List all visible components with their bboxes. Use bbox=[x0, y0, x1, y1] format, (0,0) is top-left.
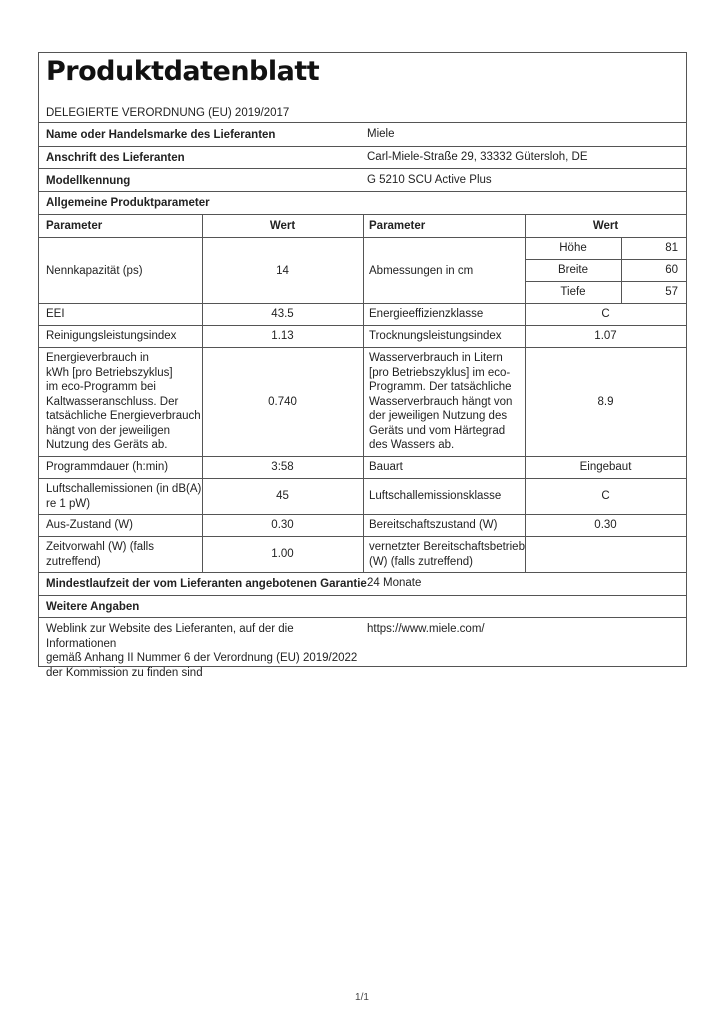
supplier-name-label: Name oder Handelsmarke des Lieferanten bbox=[46, 129, 276, 141]
design-type-label: Bauart bbox=[369, 461, 403, 473]
capacity-label: Nennkapazität (ps) bbox=[46, 265, 143, 277]
energy-label-line: hängt von der jeweiligen bbox=[46, 424, 171, 437]
column-divider bbox=[621, 237, 622, 303]
water-label-line: Geräts und vom Härtegrad bbox=[369, 424, 506, 437]
column-header-parameter-2: Parameter bbox=[369, 220, 426, 232]
height-value: 81 bbox=[665, 242, 678, 254]
height-label: Höhe bbox=[559, 242, 587, 254]
dimensions-label: Abmessungen in cm bbox=[369, 265, 474, 277]
noise-class-label: Luftschallemissionsklasse bbox=[369, 490, 502, 502]
page-title: Produktdatenblatt bbox=[46, 56, 320, 87]
divider bbox=[39, 191, 686, 192]
cleaning-index-label: Reinigungsleistungsindex bbox=[46, 330, 177, 342]
weblink-label-line: gemäß Anhang II Nummer 6 der Verordnung (EU) 2019/2022 bbox=[46, 652, 358, 664]
regulation-text: DELEGIERTE VERORDNUNG (EU) 2019/2017 bbox=[46, 107, 290, 119]
noise-label-line: Luftschallemissionen (in dB(A) bbox=[46, 483, 202, 495]
cleaning-index-value: 1.13 bbox=[271, 330, 294, 342]
supplier-address-label: Anschrift des Lieferanten bbox=[46, 152, 185, 164]
column-divider bbox=[363, 214, 364, 572]
column-divider bbox=[202, 214, 203, 572]
networked-label-line: vernetzter Bereitschaftsbetrieb bbox=[369, 541, 525, 553]
energy-label-line: tatsächliche Energieverbrauch bbox=[46, 410, 201, 422]
divider bbox=[39, 595, 686, 596]
noise-label-line: re 1 pW) bbox=[46, 497, 91, 510]
page-number: 1/1 bbox=[355, 992, 369, 1003]
program-duration-label: Programmdauer (h:min) bbox=[46, 461, 169, 473]
divider bbox=[39, 168, 686, 169]
column-header-value: Wert bbox=[269, 220, 296, 232]
energy-label-line: kWh [pro Betriebszyklus] bbox=[46, 366, 173, 379]
drying-index-label: Trocknungsleistungsindex bbox=[369, 330, 502, 342]
product-data-sheet bbox=[38, 52, 687, 679]
energy-label-line: Kaltwasseranschluss. Der bbox=[46, 395, 179, 408]
column-divider bbox=[525, 214, 526, 572]
weblink-label-line: der Kommission zu finden sind bbox=[46, 666, 203, 679]
noise-class-value: C bbox=[601, 490, 610, 502]
delay-label-line: zutreffend) bbox=[46, 555, 101, 568]
noise-emission-label bbox=[46, 482, 202, 511]
program-duration-value: 3:58 bbox=[271, 461, 294, 473]
divider bbox=[39, 146, 686, 147]
width-label: Breite bbox=[557, 264, 589, 276]
design-type-value: Eingebaut bbox=[579, 461, 632, 473]
eei-label: EEI bbox=[46, 308, 65, 320]
water-consumption-label bbox=[369, 351, 525, 453]
energy-label-line: Nutzung des Geräts ab. bbox=[46, 439, 168, 451]
networked-standby-label bbox=[369, 540, 525, 569]
column-header-value-2: Wert bbox=[592, 220, 619, 232]
water-consumption-value: 8.9 bbox=[597, 396, 614, 408]
water-label-line: des Wassers ab. bbox=[369, 439, 455, 451]
further-info-header: Weitere Angaben bbox=[46, 601, 140, 613]
off-mode-value: 0.30 bbox=[271, 519, 294, 531]
standby-label: Bereitschaftszustand (W) bbox=[369, 519, 498, 531]
water-label-line: Programm. Der tatsächliche bbox=[369, 381, 512, 393]
delay-start-label bbox=[46, 540, 202, 569]
standby-value: 0.30 bbox=[594, 519, 617, 531]
energy-label-line: im eco-Programm bei bbox=[46, 381, 156, 393]
networked-label-line: (W) (falls zutreffend) bbox=[369, 555, 473, 568]
model-value: G 5210 SCU Active Plus bbox=[367, 174, 492, 186]
warranty-label: Mindestlaufzeit der vom Lieferanten angebotenen Garantie bbox=[46, 578, 367, 590]
energy-consumption-value: 0.740 bbox=[268, 396, 297, 408]
eei-value: 43.5 bbox=[271, 308, 294, 320]
divider bbox=[525, 281, 686, 282]
weblink-value[interactable]: https://www.miele.com/ bbox=[367, 623, 485, 635]
divider bbox=[39, 617, 686, 618]
weblink-label-line: Weblink zur Website des Lieferanten, auf der die Informationen bbox=[46, 623, 294, 650]
delay-start-value: 1.00 bbox=[271, 548, 294, 560]
capacity-value: 14 bbox=[276, 265, 289, 277]
divider bbox=[525, 259, 686, 260]
noise-emission-value: 45 bbox=[276, 490, 289, 502]
off-mode-label: Aus-Zustand (W) bbox=[46, 519, 133, 531]
model-label: Modellkennung bbox=[46, 175, 131, 187]
supplier-name-value: Miele bbox=[367, 128, 395, 140]
depth-value: 57 bbox=[665, 286, 678, 298]
water-label-line: der jeweiligen Nutzung des bbox=[369, 410, 508, 422]
energy-label-line: Energieverbrauch in bbox=[46, 352, 149, 364]
water-label-line: Wasserverbrauch hängt von bbox=[369, 395, 513, 408]
energy-consumption-label bbox=[46, 351, 202, 453]
depth-label: Tiefe bbox=[560, 286, 586, 298]
energy-class-label: Energieeffizienzklasse bbox=[369, 308, 484, 320]
water-label-line: [pro Betriebszyklus] im eco- bbox=[369, 366, 511, 379]
drying-index-value: 1.07 bbox=[594, 330, 617, 342]
warranty-value: 24 Monate bbox=[367, 577, 422, 589]
water-label-line: Wasserverbrauch in Litern bbox=[369, 352, 503, 364]
width-value: 60 bbox=[665, 264, 678, 276]
weblink-label bbox=[46, 622, 366, 680]
divider bbox=[39, 572, 686, 573]
divider bbox=[39, 122, 686, 123]
general-parameters-header: Allgemeine Produktparameter bbox=[46, 197, 210, 209]
delay-label-line: Zeitvorwahl (W) (falls bbox=[46, 541, 154, 553]
energy-class-value: C bbox=[601, 308, 610, 320]
supplier-address-value: Carl-Miele-Straße 29, 33332 Gütersloh, DE bbox=[367, 151, 588, 163]
column-header-parameter: Parameter bbox=[46, 220, 103, 232]
